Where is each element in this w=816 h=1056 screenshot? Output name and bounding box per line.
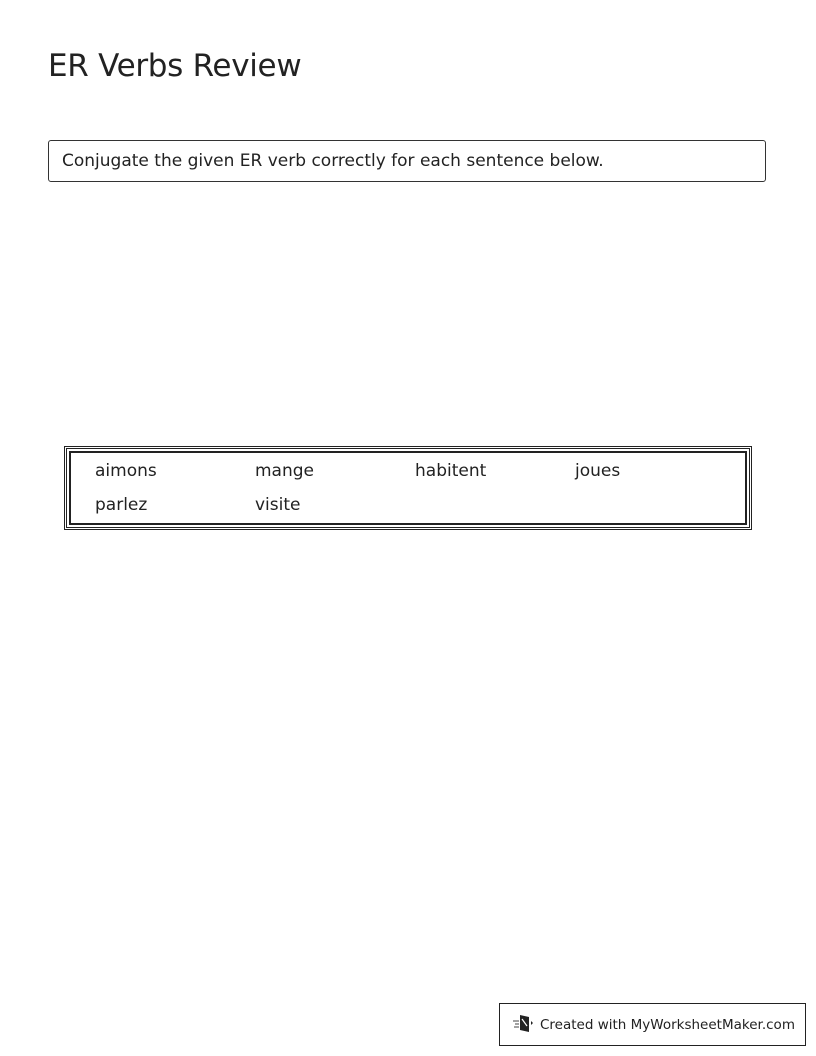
word-bank-item: joues (575, 461, 621, 481)
word-bank-item: parlez (95, 495, 148, 515)
footer-credit[interactable] (499, 1003, 806, 1046)
word-bank-item: visite (255, 495, 301, 515)
worksheet-logo-icon (512, 1013, 540, 1037)
word-bank-item: habitent (415, 461, 487, 481)
word-bank-item: aimons (95, 461, 157, 481)
footer-text: Created with MyWorksheetMaker.com (540, 1016, 795, 1033)
instructions-box: Conjugate the given ER verb correctly for each sentence below. (48, 140, 766, 182)
word-bank (64, 446, 752, 530)
page-title: ER Verbs Review (48, 48, 302, 84)
word-bank-item: mange (255, 461, 315, 481)
